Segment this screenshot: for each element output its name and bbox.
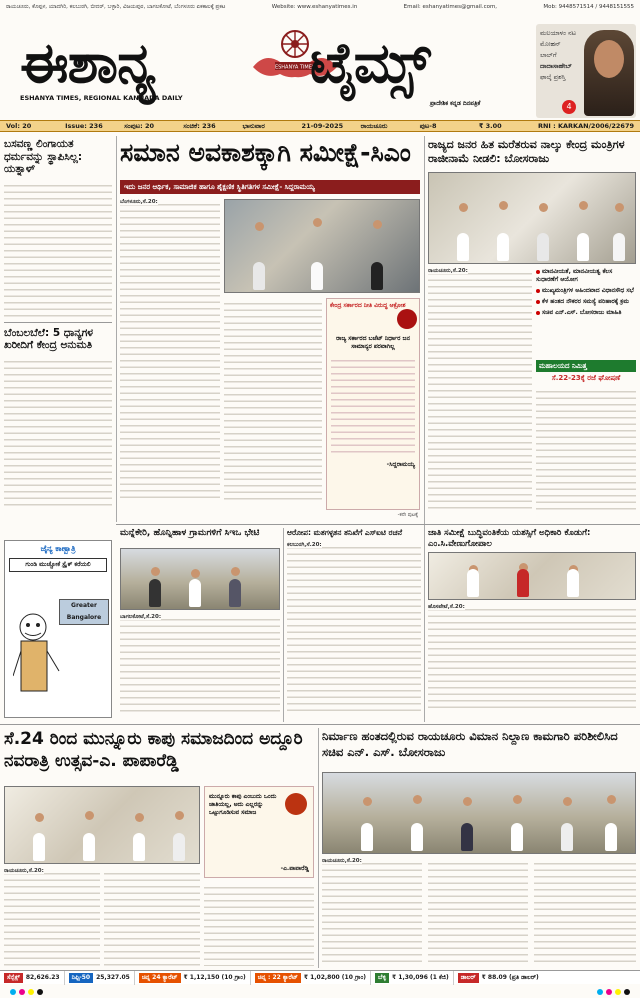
mobile-text: Mob: 9448571514 / 9448151555 xyxy=(543,4,634,10)
title-left: ಈಶಾನ್ಯ xyxy=(20,31,155,96)
photo-person xyxy=(255,222,264,231)
website-text[interactable]: Website: www.eshanyatimes.in xyxy=(271,4,358,10)
story-body xyxy=(4,180,112,318)
bottom-left-body-3 xyxy=(204,882,314,966)
place: ರಾಯಚೂರು xyxy=(360,121,388,130)
quote-photo xyxy=(285,793,307,815)
emblem-label: ESHANYA TIMES xyxy=(274,64,316,71)
divider xyxy=(318,728,319,968)
right-top-headline[interactable]: ರಾಜ್ಯದ ಜನರ ಹಿತ ಮರೆತರುವ ನಾಲ್ಕು ಕೇಂದ್ರ ಮಂತ್ರಿಗಳ ರಾಜೀನಾಮೆ ನೀಡಲಿ: ಬೋಸರಾಜು xyxy=(428,138,625,165)
mid-left-body xyxy=(120,614,280,712)
divider xyxy=(4,322,112,323)
photo-person xyxy=(253,262,265,290)
masthead-subtitle: ESHANYA TIMES, REGIONAL KANNADA DAILY xyxy=(20,94,183,102)
story-headline[interactable]: ಬಸವಣ್ಣ ಲಿಂಗಾಯತ ಧರ್ಮವನ್ನು ಸ್ಥಾಪಿಸಿಲ್ಲ: ಯತ್ನಾಳ್ xyxy=(4,138,83,175)
bullet-list xyxy=(536,268,636,320)
divider xyxy=(0,724,640,725)
mid-center-body xyxy=(287,542,421,712)
sanchike: ಸಂಚಿಕೆ: 236 xyxy=(183,121,216,130)
cartoon-figure-icon xyxy=(13,611,63,711)
photo-person xyxy=(373,220,382,229)
top-bar xyxy=(0,0,640,14)
mid-right-headline[interactable]: ಜಾತಿ ಸಮೀಕ್ಷೆ ಬುದ್ಧಿವಂತಿಕೆಯ ಯಶಸ್ಸಿಗೆ ಅಧಿಕಾರಿ ಕೊಡುಗೆ: ಎಂ.ಸಿ.ವೇಣುಗೋಪಾಲ xyxy=(428,528,591,549)
mid-center-dateline: ಕಲಬುರಗಿ,ಸೆ.20: xyxy=(287,542,322,548)
holiday-banner: ಮಹಾಲಯದ ನಿಮಿತ್ತ xyxy=(536,360,636,372)
quote-author: -ಎ.ಪಾಪಾರೆಡ್ಡಿ xyxy=(280,865,309,872)
lead-body-col2 xyxy=(224,298,322,504)
mid-center-story xyxy=(287,528,421,538)
photo-person xyxy=(371,262,383,290)
divider xyxy=(116,136,117,522)
bottom-right-body xyxy=(322,858,422,966)
divider xyxy=(283,528,284,722)
bullet-item: ಕೆಳ ಹಂತದ ನೌಕರರ ಸಮಸ್ಯೆ ಪರಿಹಾರಕ್ಕೆ ಕ್ರಮ xyxy=(536,298,636,306)
mid-left-headline[interactable]: ಮನ್ನೆಕೇರಿ, ಹೊನ್ನಿಹಾಳ ಗ್ರಾಮಗಳಿಗೆ ಸಿಇಒ ಭೇಟಿ xyxy=(120,528,260,538)
cartoon-panel xyxy=(4,540,112,718)
bullet-item: ಮಾನವೀಯತೆ, ಮಾನವೀಯತ್ವ ಕೆಲಸ ಸುಧಾರಣೆಗೆ ಆಯೋಗ xyxy=(536,268,613,283)
bottom-left-body xyxy=(4,868,100,966)
story-body xyxy=(4,356,112,506)
ticker-item: ಚಿನ್ನ : 22 ಕ್ಯಾರೆಟ್ ₹ 1,02,800 (10 ಗ್ರಾಂ) xyxy=(251,971,371,985)
market-ticker xyxy=(0,970,640,984)
quote-author: -ಸಿದ್ದರಾಮಯ್ಯ xyxy=(386,461,415,468)
promo-line: ದಾದಾಸಾಹೇಬ್ xyxy=(540,62,572,70)
print-color-marks xyxy=(0,986,640,998)
promo-line: ಫಾಲ್ಕೆ ಪ್ರಶಸ್ತಿ xyxy=(540,73,566,81)
right-top-photo xyxy=(428,172,636,264)
pages: ಪುಟ-8 xyxy=(419,121,437,130)
lead-photo xyxy=(224,199,420,293)
dateline-bar xyxy=(0,120,640,132)
mid-right-photo xyxy=(428,552,636,600)
date: 21-09-2025 xyxy=(301,122,344,130)
lead-story xyxy=(120,138,420,168)
masthead xyxy=(0,14,640,118)
bottom-left-dateline: ರಾಯಚೂರು,ಸೆ.20: xyxy=(4,868,44,874)
bottom-left-quote-box xyxy=(204,786,314,878)
bottom-right-body-3 xyxy=(534,858,636,966)
mid-left-photo xyxy=(120,548,280,610)
vol: Vol: 20 xyxy=(6,122,32,130)
quote-subhead: ಕೇಂದ್ರ ಸರ್ಕಾರದ ನೀತಿ ವಿರುದ್ಧ ಆಕ್ರೋಶ xyxy=(330,302,406,309)
ticker-item: ಬೆಳ್ಳಿ ₹ 1,30,096 (1 ಕೆಜಿ) xyxy=(371,971,454,985)
bullet-item: ಸಚಿವ ಎನ್.ಎಸ್. ಬೋಸರಾಜು ಮಾಹಿತಿ xyxy=(536,309,636,317)
promo-page-number: 4 xyxy=(562,100,576,114)
bullet-item: ಮುಖ್ಯಮಂತ್ರಿಗಳ ಅಹಿಂದವಾದ ವಿಧಾನಸೌಧ ಸಭೆ xyxy=(536,287,636,295)
cartoon-title: ಜೈನ್ಯ ಕಾಣ್ಬಾತ್ರಿ xyxy=(40,544,76,553)
right-top-body xyxy=(428,268,532,512)
editions-text: ರಾಯಚೂರು, ಕೊಪ್ಪಳ, ಯಾದಗಿರಿ, ಕಲಬುರಗಿ, ಬೀದರ್, ಬಳ್ಳಾರಿ, ವಿಜಯಪುರ, ಬಾಗಲಕೋಟೆ, ಬೆಂಗಳೂರು ಏಕಕಾಲಕ್ಕೆ ಪ್ರಕಟ xyxy=(6,4,226,10)
bottom-left-story xyxy=(4,728,316,772)
bottom-right-photo xyxy=(322,772,636,854)
mid-left-story xyxy=(120,528,280,539)
rni: RNI : KARKAN/2006/22679 xyxy=(537,122,635,130)
mid-center-headline[interactable]: ಆರೋಪ: ಮತಗಳ್ಳತನ ತನಿಖೆಗೆ ಎಸ್‌ಐಟಿ ರಚನೆ xyxy=(287,528,403,537)
issue: Issue: 236 xyxy=(65,122,103,130)
day: ಭಾನುವಾರ xyxy=(242,121,265,130)
cartoon-caption: ಗುಂಡಿ ಮುಚ್ಚೋಕೆ ಸ್ಟ್ರೈಕ್ ಕರೆಯಲಿ xyxy=(9,558,107,572)
bottom-left-headline[interactable]: ಸೆ.24 ರಿಂದ ಮುನ್ನೂರು ಕಾಪು ಸಮಾಜದಿಂದ ಅದ್ದೂರಿ ನವರಾತ್ರಿ ಉತ್ಸವ-ಎ. ಪಾಪಾರೆಡ್ಡಿ xyxy=(4,729,303,771)
lead-quote-box xyxy=(326,298,420,510)
lead-headline[interactable]: ಸಮಾನ ಅವಕಾಶಕ್ಕಾಗಿ ಸಮೀಕ್ಷೆ-ಸಿಎಂ xyxy=(120,138,411,167)
left-column xyxy=(4,138,112,506)
bottom-right-story xyxy=(322,728,636,760)
promo-photo xyxy=(584,30,634,116)
quote-body xyxy=(331,355,415,455)
ticker-item: ಡಾಲರ್ ₹ 88.09 (ಪ್ರತಿ ಡಾಲರ್) xyxy=(454,971,543,985)
photo-person xyxy=(313,218,322,227)
lead-body-col1 xyxy=(120,199,220,503)
divider xyxy=(424,136,425,722)
holiday-subtitle: ಸೆ.22-23ಕ್ಕೆ ರಜೆ ಘೋಷಣೆ xyxy=(551,374,621,382)
divider xyxy=(116,524,640,525)
promo-line: ಮಲಯಾಳಂ ನಟ xyxy=(540,29,576,37)
bottom-left-body-2 xyxy=(104,868,200,966)
mid-left-dateline: ಬಾಗಲಕೋಟೆ,ಸೆ.20: xyxy=(120,614,162,620)
quote-text: ರಾಜ್ಯ ಸರ್ಕಾರದ ಬಜೆಟ್‌ ನಿರ್ಧಾರ ಜನ ಸಾಮಾನ್ಯರ ಪರವಾಗಿಲ್ಲ xyxy=(336,335,410,350)
ticker-item: ನಿಫ್ಟಿ-50 25,327.05 xyxy=(65,971,135,985)
bottom-right-body-2 xyxy=(428,858,528,966)
ticker-item: ಚಿನ್ನ 24 ಕ್ಯಾರೆಟ್ ₹ 1,12,150 (10 ಗ್ರಾಂ) xyxy=(135,971,251,985)
mid-right-dateline: ಹೊಸಪೇಟೆ,ಸೆ.20: xyxy=(428,604,465,610)
mid-right-story xyxy=(428,528,636,550)
quote-photo xyxy=(397,309,417,329)
price: ₹ 3.00 xyxy=(478,122,502,130)
masthead-tagline: ಪ್ರಾದೇಶಿಕ ಕನ್ನಡ ದಿನಪತ್ರಿಕೆ xyxy=(430,100,481,107)
promo-text xyxy=(540,28,588,83)
samputa: ಸಂಪುಟ: 20 xyxy=(124,121,154,130)
bottom-right-headline[interactable]: ನಿರ್ಮಾಣ ಹಂತದಲ್ಲಿರುವ ರಾಯಚೂರು ವಿಮಾನ ನಿಲ್ದಾಣ ಕಾಮಗಾರಿ ಪರಿಶೀಲಿಸಿದ ಸಚಿವ ಎನ್. ಎಸ್. ಬೋಸರಾಜು xyxy=(322,729,618,759)
right-top-dateline: ರಾಯಚೂರು,ಸೆ.20: xyxy=(428,268,468,274)
bottom-right-dateline: ರಾಯಚೂರು,ಸೆ.20: xyxy=(322,858,362,864)
lead-dateline: ಬೆಂಗಳೂರು,ಸೆ.20: xyxy=(120,199,158,205)
story-headline[interactable]: ಬೆಂಬಲಬೆಲೆ: 5 ಧಾನ್ಯಗಳ ಖರೀದಿಗೆ ಕೇಂದ್ರ ಅನುಮತಿ xyxy=(4,326,93,351)
photo-person xyxy=(311,262,323,290)
promo-box[interactable] xyxy=(536,24,636,118)
quote-text: ಮುನ್ನೂರು ಕಾಪು ಎಂಬುದು ಒಂದು ಜಾತಿಯಲ್ಲ, ಅದು ಎಲ್ಲರನ್ನು ಒಟ್ಟುಗೂಡಿಸುವ ಸಮಾಜ xyxy=(209,793,277,816)
bottom-left-photo xyxy=(4,786,200,864)
holiday-body xyxy=(536,386,636,512)
promo-line: ಮೋಹನ್ xyxy=(540,40,561,48)
mid-right-body xyxy=(428,604,636,712)
continue-label: -ಕನೇ ಪುಟಕ್ಕೆ xyxy=(397,512,418,518)
email-text[interactable]: Email: eshanyatimes@gmail.com, xyxy=(403,4,498,10)
cartoon-sign: Greater Bangalore xyxy=(59,599,109,625)
ticker-item: ಸೆನ್ಸೆಕ್ಸ್ 82,626.23 xyxy=(0,971,65,985)
lead-subhead: ಇದು ಜನರ ಆರ್ಥಿಕ, ಸಾಮಾಜಿಕ ಹಾಗೂ ಶೈಕ್ಷಣಿಕ ಸ್ಥಿತಿಗತಿಗಳ ಸಮೀಕ್ಷೆ- ಸಿದ್ದರಾಮಯ್ಯ xyxy=(120,180,420,194)
title-right: ಟೈಮ್ಸ್ xyxy=(310,31,430,96)
right-top-story xyxy=(428,138,636,166)
promo-line: ಲಾಲ್‌ಗೆ xyxy=(540,51,557,59)
